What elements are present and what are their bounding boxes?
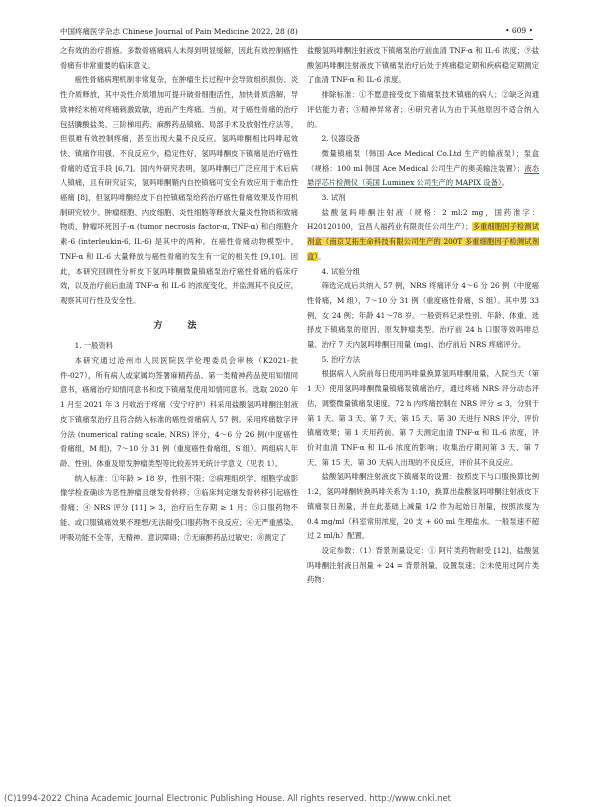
- paragraph: 排除标准：①不愿意接受皮下镇痛泵技术镇痛的病人；②缺乏沟通评估能力者；③精神异常者；④研究者认为由于其他原因不适合纳入的。: [307, 90, 539, 129]
- paragraph: 筛选完成后共纳入 57 例，NRS 疼痛评分 4～6 分 26 例（中度癌性骨痛，M 组），7～10 分 31 例（重度癌性骨痛，S 组）。其中男 33 例，女 24 例；年龄 41～78 岁。一般资料记录性别、年龄、体重、选择皮下镇痛泵的原因、原发肿瘤类型、治疗前 24 h 口服等效吗啡总量、治疗 7 天内氢吗啡酮日用量 (mg)、治疗前后 NRS 疼痛评分。: [307, 281, 539, 350]
- paragraph: 根据病人入院前每日使用吗啡量换算氢吗啡酮用量，入院当天（第 1 天）使用氢吗啡酮微量镇痛泵镇痛治疗，通过疼痛 NRS 评分动态评估，调整微量镇痛泵速度，72 h 内疼痛控制在 NRS 评分 ≤ 3，分别于第 1 天、第 3 天、第 7 天、第 15 天、第 30 天进行 NRS 评分，评价镇痛效果；第 1 天用药前、第 7 天测定血清 TNF-α 和 IL-6 浓度，评价对血清 TNF-α 和 IL-6 浓度的影响；收集治疗期间第 3 天、第 7 天、第 15 天、第 30 天病人出现的不良反应，评价其不良反应。: [307, 369, 539, 467]
- page-number: • 609 •: [505, 26, 533, 35]
- underlined-text: 液态悬浮芯片检测仪（美国 Luminex 公司生产的 MAPIX 设备）: [307, 163, 539, 188]
- paragraph: [307, 147, 539, 191]
- text-span: 微量镇痛泵（韩国 Ace Medical Co.Ltd 生产的输液泵）；泵盒（规格：100 ml 韩国 Ace Medical 公司生产的奥美输注装置）；: [307, 148, 539, 173]
- highlighted-text: 多重细胞因子检测试剂盒（南京艾拓生命科技有限公司生产的 200T 多重细胞因子检测试剂盒）: [307, 222, 539, 261]
- subsection-heading: 4. 试验分组: [321, 266, 361, 276]
- paragraph: 之有效的治疗措施。多数骨癌痛病人未得到明显缓解，因此有效控制癌性骨痛有非常重要的临床意义。: [60, 46, 298, 70]
- subsection-heading: 5. 治疗方法: [321, 354, 361, 364]
- paragraph: 盐酸氢吗啡酮注射液皮下镇痛泵的设置：按照皮下与口服换算比例 1:2，氢吗啡酮转换吗啡关系为 1:10，换算出盐酸氢吗啡酮注射液皮下镇痛泵日剂量，并在此基础上减量 1/2 作为起始日剂量，按照浓度为 0.4 mg/ml（科室常用浓度，20 支 + 60 ml 生理盐水。一般泵速不超过 2 ml/h）配置。: [307, 472, 539, 541]
- header-rule: [60, 39, 533, 40]
- subsection-heading: 1. 一般资料: [74, 341, 114, 351]
- section-title: 方 法: [153, 320, 205, 331]
- right-column: [307, 44, 539, 588]
- text-span: 。: [501, 178, 509, 188]
- text-span: 盐酸氢吗啡酮注射液（规格：2 ml:2 mg，国药准字：H20120100，宜昌人福药业有限责任公司生产）；: [307, 207, 539, 232]
- paragraph: 纳入标准：①年龄 > 18 岁，性别不限；②病理组织学、细胞学或影像学检查确诊为恶性肿瘤且继发骨转移；③临床判定继发骨转移引起癌性骨痛；④ NRS 评分 [11] > 3，治疗后生存期 ≥ 1 月；⑤口服药物不能、或口服镇痛效果不理想/无法耐受口服药物不良反应；⑥无严重感染、呼吸功能不全等，无精神、意识障碍；⑦无麻醉药品过敏史；⑧测定了: [60, 473, 298, 542]
- paragraph: 本研究通过沧州市人民医院医学伦理委员会审核（K2021-批件-027），所有病人或家属均签署麻精药品、第一类精神药品使用知情同意书，癌痛治疗知情同意书和皮下镇痛泵使用知情同意书。选取 2020 年 1 月至 2021 年 3 月收治于疼痛（安宁疗护）科采用盐酸氢吗啡酮注射液皮下镇痛泵治疗且符合纳入标准的癌性骨痛病人 57 例。采用疼痛数字评分法 (numerical rating scale, NRS) 评分，4～6 分 26 例(中度癌性骨痛组，M 组)，7～10 分 31 例（重度癌性骨痛组，S 组）。两组病人年龄、性别、体重及原发肿瘤类型等比较差异无统计学意义（见表 1）。: [60, 356, 298, 468]
- running-header: [60, 24, 533, 38]
- copyright-footer: (C)1994-2022 China Academic Journal Electronic Publishing House. All rights reserved. http://www.cnki.net: [4, 793, 451, 803]
- subsection-heading: 2. 仪器设备: [321, 134, 361, 144]
- subsection-heading: 3. 试剂: [321, 193, 346, 203]
- paragraph: 设定参数：（1）背景剂量设定：① 阿片类药物耐受 [12]，盐酸氢吗啡酮注射液日剂量 ÷ 24 = 背景剂量，设置泵速；②未使用过阿片类药物：: [307, 545, 539, 585]
- text-span: 。: [317, 251, 326, 261]
- paragraph: [307, 206, 539, 265]
- journal-name: 中国疼痛医学杂志 Chinese Journal of Pain Medicine 2022, 28 (8): [60, 27, 298, 36]
- paragraph: 癌性骨痛病理机制非常复杂，在肿瘤生长过程中会导致组织损伤、炎性介质释放，其中炎性介质增加可提升破骨细胞活性，加快骨质溶解，导致神经末梢对疼痛刺激致敏，进而产生疼痛。当前，对于癌性骨痛的治疗包括膦酸盐类、三阶梯用药、麻醉药品镇痛、局部手术及放射性疗法等，但很难有效控制疼痛，甚至出现大量不良反应。氢吗啡酮相比吗啡起效快、镇痛作用强、不良反应少，稳定性好，氢吗啡酮皮下镇痛是治疗癌性骨痛的适宜手段 [6,7]。国内外研究表明，氢吗啡酮已广泛应用于术后病人镇痛，且有研究证实，氢吗啡酮鞘内自控镇痛可安全有效应用于难治性癌痛 [8]，但氢吗啡酮经皮下自控镇痛泵给药治疗癌性骨痛效果及作用机制研究较少。肿瘤细胞、内皮细胞、炎性细胞等释放大量炎性物质和致痛物质，肿瘤坏死因子-α (tumor necrosis factor-α, TNF-α) 和白细胞介素-6 (interleukin-6, IL-6) 是其中的两种。在癌性骨痛动物模型中，TNF-α 和 IL-6 大量释放与癌性骨痛的发生有一定的相关性 [9,10]。因此，本研究回顾性分析皮下氢吗啡酮微量镇痛泵治疗癌性骨痛的临床疗效，以及治疗前后血清 TNF-α 和 IL-6 的浓度变化，并监测其不良反应，观察其可行性及安全性。: [60, 75, 298, 305]
- left-column: [60, 44, 298, 545]
- paragraph: 盐酸氢吗啡酮注射液皮下镇痛泵治疗前血清 TNF-α 和 IL-6 浓度；⑨盐酸氢吗啡酮注射液皮下镇痛泵治疗后处于疼痛稳定期和疾病稳定期测定了血清 TNF-α 和 IL-6 浓度。: [307, 46, 539, 85]
